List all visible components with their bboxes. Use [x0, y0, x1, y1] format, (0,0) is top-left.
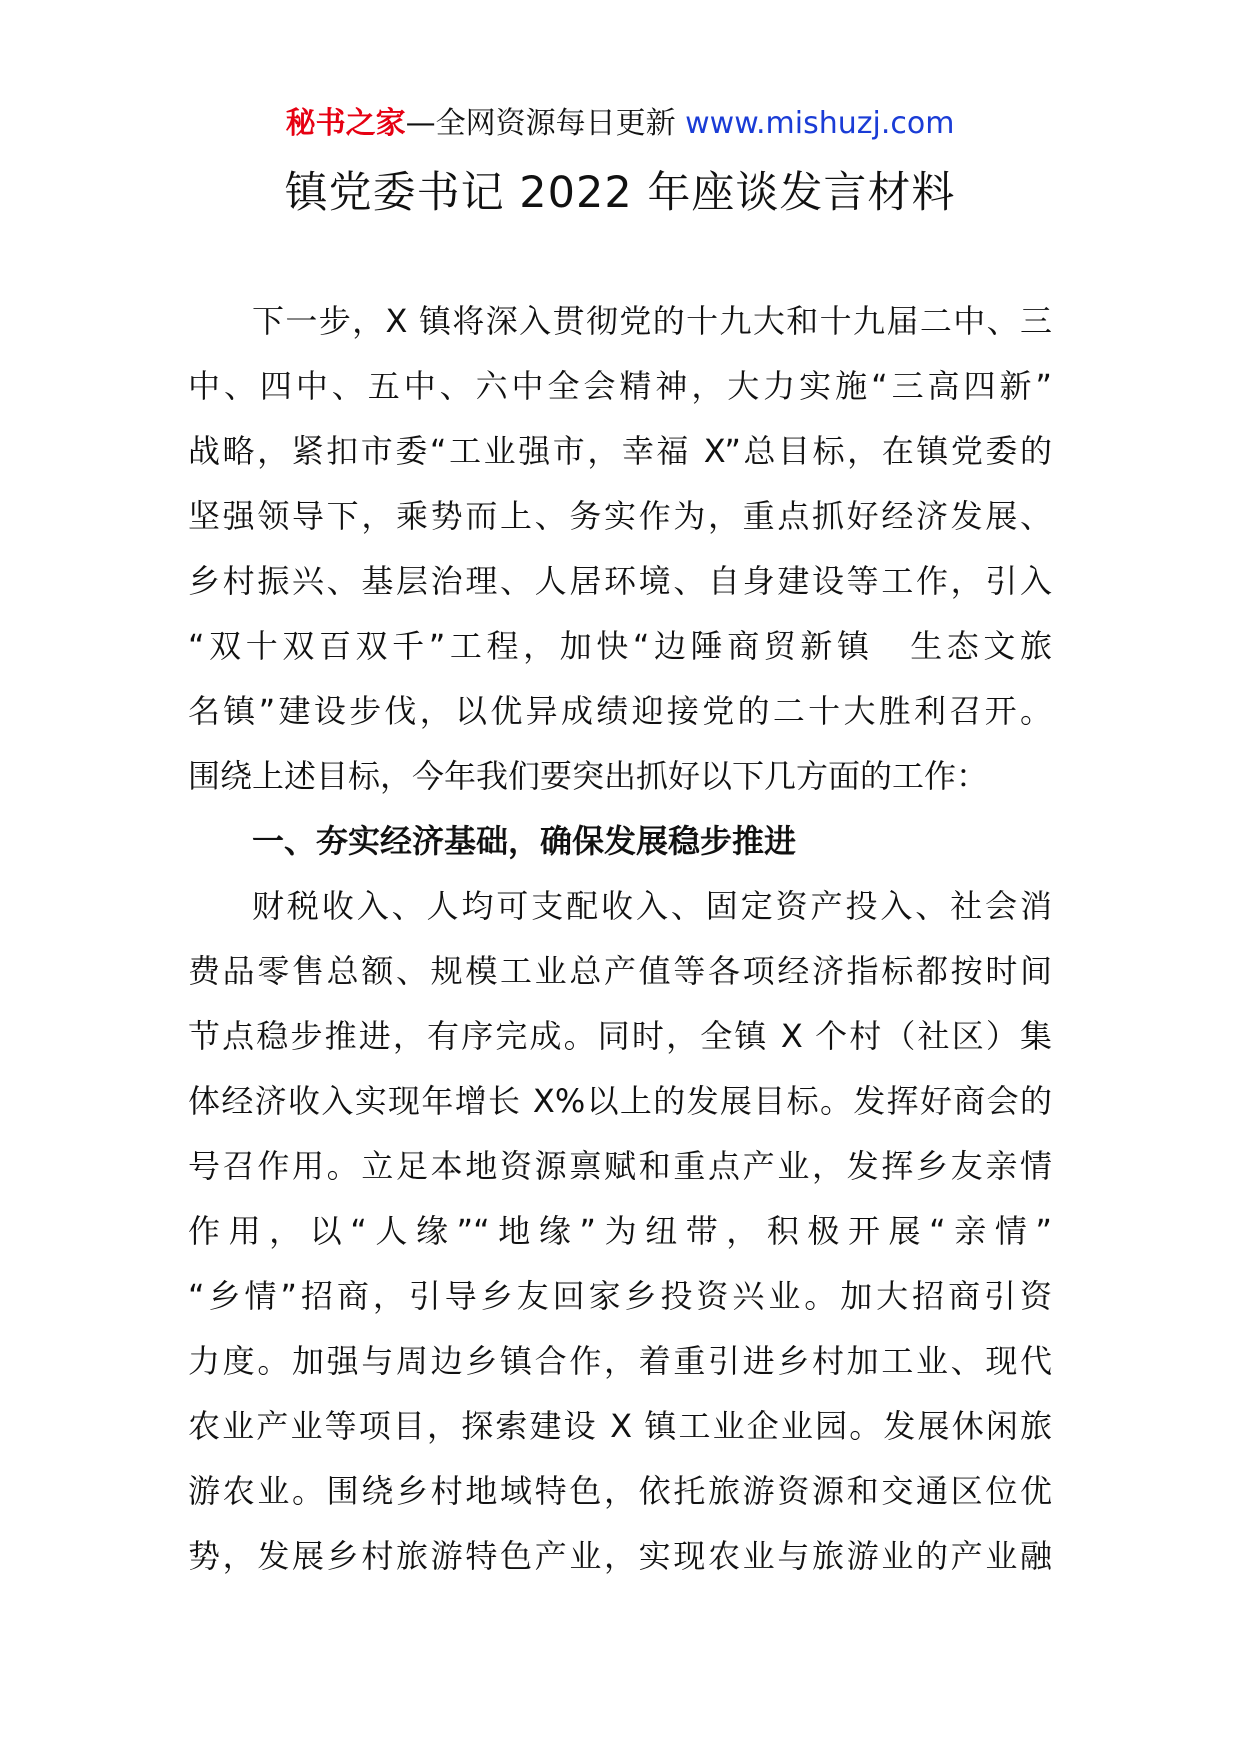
body-line: 号召作用。立足本地资源禀赋和重点产业，发挥乡友亲情: [188, 1147, 1052, 1185]
brand-name: 秘书之家: [285, 106, 406, 141]
body-line: 财税收入、人均可支配收入、固定资产投入、社会消: [252, 887, 1052, 925]
body-line: 坚强领导下，乘势而上、务实作为，重点抓好经济发展、: [188, 497, 1052, 535]
body-line: 费品零售总额、规模工业总产值等各项经济指标都按时间: [188, 952, 1052, 990]
body-line: 战略，紧扣市委“工业强市，幸福 X”总目标，在镇党委的: [188, 432, 1052, 470]
body-line: 势，发展乡村旅游特色产业，实现农业与旅游业的产业融: [188, 1537, 1052, 1575]
site-url-link[interactable]: www.mishuzj.com: [685, 106, 955, 141]
body-line: 体经济收入实现年增长 X%以上的发展目标。发挥好商会的: [188, 1082, 1052, 1120]
document-title: 镇党委书记 2022 年座谈发言材料: [284, 168, 956, 218]
body-line: 作用，以“人缘”“地缘”为纽带，积极开展“亲情”: [188, 1212, 1052, 1250]
header-slogan: —全网资源每日更新: [405, 106, 686, 141]
body-line: 围绕上述目标，今年我们要突出抓好以下几方面的工作：: [188, 757, 989, 795]
section-heading: 一、夯实经济基础，确保发展稳步推进: [252, 822, 797, 860]
body-line: 游农业。围绕乡村地域特色，依托旅游资源和交通区位优: [188, 1472, 1052, 1510]
body-line: 下一步，X 镇将深入贯彻党的十九大和十九届二中、三: [252, 302, 1052, 340]
body-line: 中、四中、五中、六中全会精神，大力实施“三高四新”: [188, 367, 1052, 405]
body-line: “双十双百双千”工程，加快“边陲商贸新镇 生态文旅: [188, 627, 1052, 665]
body-line: 乡村振兴、基层治理、人居环境、自身建设等工作，引入: [188, 562, 1052, 600]
document-body: [188, 289, 1052, 1589]
body-line: 名镇”建设步伐，以优异成绩迎接党的二十大胜利召开。: [188, 692, 1052, 730]
body-line: 农业产业等项目，探索建设 X 镇工业企业园。发展休闲旅: [188, 1407, 1052, 1445]
body-line: “乡情”招商，引导乡友回家乡投资兴业。加大招商引资: [188, 1277, 1052, 1315]
site-header: [0, 100, 1240, 148]
body-line: 节点稳步推进，有序完成。同时，全镇 X 个村（社区）集: [188, 1017, 1052, 1055]
body-line: 力度。加强与周边乡镇合作，着重引进乡村加工业、现代: [188, 1342, 1052, 1380]
